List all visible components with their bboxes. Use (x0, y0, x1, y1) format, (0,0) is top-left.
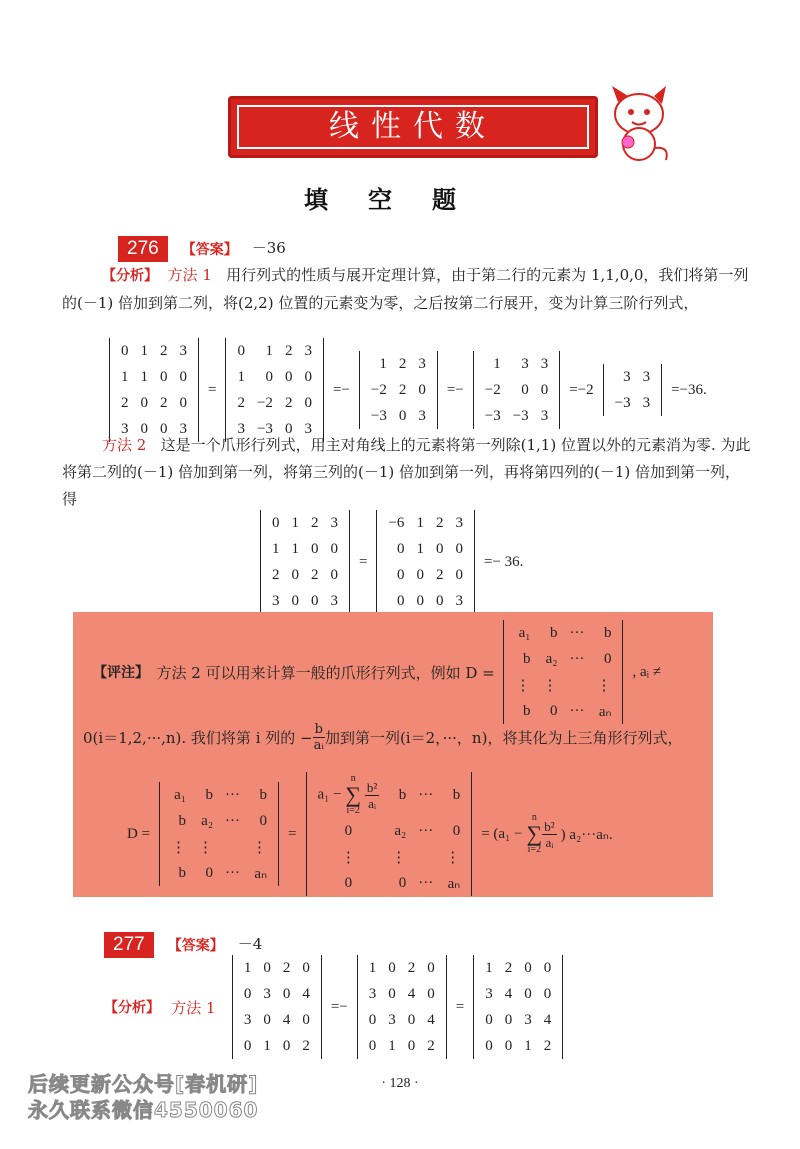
sum-top: n (531, 812, 537, 823)
cell: 0 (398, 874, 407, 891)
matrix-cell: 0 (140, 420, 148, 437)
matrix-cell: ⋮ (252, 839, 268, 856)
matrix-cell: ··· (225, 864, 241, 881)
matrix-cell (563, 672, 590, 698)
matrix-cell: 0 (140, 394, 148, 411)
matrix-cell: −2 (256, 394, 273, 411)
matrix-cell: ··· (225, 812, 241, 829)
matrix-cell: 3 (368, 985, 377, 1002)
matrix-cell: 2 (121, 394, 129, 411)
equation-1 (104, 338, 711, 442)
matrix-cell: 4 (282, 1011, 291, 1028)
cell: ⋮ (391, 849, 407, 866)
method1-label: 方法 1 (171, 998, 216, 1017)
matrix-cell: −3 (614, 394, 631, 411)
matrix-cell: 2 (160, 342, 168, 359)
matrix (220, 338, 328, 442)
matrix-cell: 3 (642, 368, 651, 385)
remark-text-2a: 0(i＝1,2,···,n). 我们将第 i 列的 − (83, 729, 313, 747)
matrix-cell: 1 (291, 514, 299, 531)
matrix-cell: 0 (243, 985, 252, 1002)
equals-sign: =− (330, 998, 348, 1015)
matrix-triangular (301, 772, 478, 896)
question-number: 277 (104, 932, 154, 958)
equation-2 (255, 510, 527, 614)
matrix-cell: 0 (485, 1037, 493, 1054)
matrix-cell: 1 (379, 355, 387, 372)
matrix-cell: 3 (623, 368, 631, 385)
matrix-cell: 0 (259, 812, 268, 829)
matrix-cell: 1 (388, 1037, 396, 1054)
banner-title: 线性代数 (237, 105, 589, 149)
matrix-cell: 0 (416, 566, 424, 583)
cell: b (452, 786, 461, 803)
matrix-cell: 0 (368, 1011, 377, 1028)
watermark-line-2: 永久联系微信4550060 (28, 1098, 259, 1122)
method1-text: 用行列式的性质与展开定理计算，由于第二行的元素为 1,1,0,0，我们将第一列的(－1) 倍加到第二列，将(2,2) 位置的元素变为零，之后按第二行展开，变为计算三阶行列式， (62, 266, 749, 312)
matrix-cell: 3 (455, 592, 463, 609)
frac-numerator: b² (544, 818, 555, 834)
analysis-label: 【分析】 (102, 268, 158, 284)
equals-sign: =−2 (569, 381, 594, 398)
equals-sign: =− (446, 381, 464, 398)
matrix-cell: 1 (265, 342, 273, 359)
matrix (468, 955, 568, 1059)
matrix-cell: −3 (370, 407, 387, 424)
equals-sign: = (455, 998, 465, 1015)
matrix-cell: ··· (569, 650, 585, 667)
matrix-cell: 3 (524, 1011, 532, 1028)
equation-result: =− 36. (483, 553, 524, 570)
matrix-cell: 4 (504, 985, 513, 1002)
equals-sign: = (359, 553, 368, 570)
matrix-cell: 2 (237, 394, 245, 411)
cell: ··· (418, 786, 434, 803)
matrix-cell: 0 (311, 540, 319, 557)
cell: 0 (452, 822, 461, 839)
matrix-cell: 0 (549, 702, 558, 719)
matrix-cell: 3 (272, 592, 280, 609)
matrix (598, 364, 667, 416)
matrix (255, 510, 355, 614)
matrix-cell: 0 (330, 566, 338, 583)
matrix-cell: 0 (330, 540, 338, 557)
matrix-cell: 2 (160, 394, 168, 411)
matrix-cell: 3 (121, 420, 129, 437)
remark-equation (123, 772, 617, 896)
q276-header (118, 235, 286, 262)
matrix-cell: 0 (237, 342, 245, 359)
watermark-line-1: 后续更新公众号[春机研] (28, 1072, 259, 1096)
matrix-cell: 3 (330, 592, 338, 609)
remark-text-1: 方法 2 可以用来计算一般的爪形行列式，例如 D = (156, 663, 495, 682)
equals-sign: = (208, 381, 217, 398)
matrix-cell (219, 834, 246, 860)
q277-header (104, 931, 262, 958)
cell: b (398, 786, 407, 803)
matrix-cell: 1 (416, 540, 424, 557)
matrix-cell: 2 (407, 959, 416, 976)
matrix-cell: 0 (282, 1037, 291, 1054)
mascot-icon (604, 84, 674, 164)
matrix-cell: ··· (225, 786, 241, 803)
method2-paragraph (62, 432, 752, 513)
matrix-cell: 4 (302, 985, 310, 1002)
matrix-cell: 0 (427, 985, 435, 1002)
cell: aₙ (447, 875, 461, 892)
matrix-cell: 3 (521, 355, 529, 372)
matrix-cell: 0 (304, 368, 312, 385)
fraction (365, 780, 379, 811)
matrix-cell: 4 (427, 1011, 435, 1028)
matrix-cell: 0 (263, 959, 271, 976)
matrix-cell: 0 (407, 1037, 416, 1054)
matrix-cell: 2 (398, 355, 407, 372)
matrix-cell: 0 (368, 1037, 377, 1054)
matrix-cell: 0 (243, 1037, 252, 1054)
matrix-cell: 0 (543, 985, 552, 1002)
matrix-cell: 0 (121, 342, 129, 359)
matrix-cell: b (603, 624, 612, 641)
matrix-cell: 0 (179, 368, 187, 385)
matrix-cell: −2 (370, 381, 387, 398)
q277-equation (104, 955, 568, 1059)
matrix-cell: 3 (455, 514, 463, 531)
matrix-cell: 4 (543, 1011, 552, 1028)
matrix-cell: 3 (237, 420, 245, 437)
matrix-cell: ⋮ (171, 839, 187, 856)
matrix-cell: 0 (435, 592, 444, 609)
matrix-cell: ··· (569, 702, 585, 719)
matrix-cell: −6 (388, 514, 405, 531)
remark-label: 【评注】 (93, 665, 149, 681)
matrix-cell: 2 (504, 959, 513, 976)
matrix-cell: ⋮ (596, 677, 612, 694)
matrix-cell: aₙ (254, 865, 268, 882)
matrix-cell: 0 (521, 381, 529, 398)
sum-bottom: i=2 (527, 844, 542, 855)
matrix-cell: 0 (396, 566, 405, 583)
matrix-cell: −3 (256, 420, 273, 437)
matrix-cell: 0 (291, 592, 299, 609)
fraction (313, 722, 325, 753)
cell: ··· (418, 822, 434, 839)
matrix-cell: 0 (205, 864, 214, 881)
matrix (352, 955, 452, 1059)
matrix-cell: 0 (540, 381, 549, 398)
matrix-cell: b (522, 650, 531, 667)
sum-symbol: n ∑ i=2 (345, 773, 362, 816)
question-number: 276 (118, 236, 168, 262)
matrix-cell: 1 (485, 959, 493, 976)
matrix-cell: 1 (272, 540, 280, 557)
answer-label: 【答案】 (167, 937, 224, 954)
frac-denominator: aᵢ (313, 738, 324, 753)
final-close: ) a₂···aₙ. (560, 826, 613, 843)
matrix-cell: 2 (284, 342, 293, 359)
matrix-cell: 0 (284, 420, 293, 437)
matrix-cell: 1 (121, 368, 129, 385)
matrix-cell: 2 (427, 1037, 435, 1054)
matrix-cell: 0 (388, 959, 396, 976)
cell: 0 (344, 822, 353, 839)
matrix-cell: 0 (504, 1037, 513, 1054)
matrix-cell: 0 (302, 1011, 310, 1028)
matrix-cell: 0 (160, 368, 168, 385)
analysis-label: 【分析】 (104, 1000, 160, 1016)
matrix-cell: ··· (569, 624, 585, 641)
matrix-cell: 0 (179, 394, 187, 411)
matrix (498, 620, 628, 724)
matrix-cell: 1 (140, 342, 148, 359)
matrix-cell: a₂ (201, 812, 214, 829)
frac-denominator: aᵢ (368, 795, 376, 811)
remark-line-1 (93, 620, 665, 724)
matrix-cell: 2 (311, 514, 319, 531)
matrix (104, 338, 204, 442)
matrix-cell: 0 (418, 381, 426, 398)
matrix-cell: b (178, 864, 187, 881)
method2-label: 方法 2 (102, 436, 147, 454)
answer-value: －36 (251, 239, 286, 257)
matrix-cell: 0 (304, 394, 312, 411)
matrix (227, 955, 327, 1059)
matrix-cell: −2 (484, 381, 501, 398)
matrix-cell: 3 (330, 514, 338, 531)
matrix-cell: 0 (265, 368, 273, 385)
matrix-cell: 3 (179, 342, 187, 359)
frac-denominator: aᵢ (545, 834, 554, 850)
a1-minus: a₁ − (317, 786, 342, 803)
final-open: = (a₁ − (481, 825, 523, 842)
matrix-cell: 0 (396, 540, 405, 557)
title-banner (228, 96, 598, 158)
cell (412, 844, 439, 870)
matrix-cell: 0 (398, 407, 407, 424)
answer-value: －4 (237, 935, 263, 953)
matrix-cell: 0 (455, 566, 463, 583)
matrix-cell: 0 (311, 592, 319, 609)
matrix-cell: b (522, 702, 531, 719)
matrix-cell: 0 (388, 985, 396, 1002)
matrix-cell: 1 (291, 540, 299, 557)
matrix-cell: 0 (427, 959, 435, 976)
matrix-cell: a₁ (518, 624, 531, 641)
cell: ⋮ (445, 849, 461, 866)
matrix-cell: 0 (302, 959, 310, 976)
matrix-cell: 0 (396, 592, 405, 609)
matrix-cell: 1 (237, 368, 245, 385)
matrix-cell: −3 (484, 407, 501, 424)
matrix-cell: 0 (416, 592, 424, 609)
matrix-cell: 2 (282, 959, 291, 976)
matrix-cell: 0 (435, 540, 444, 557)
d-label: D = (127, 825, 151, 842)
matrix-cell: 1 (263, 1037, 271, 1054)
watermark (28, 1071, 258, 1123)
matrix-cell: 0 (291, 566, 299, 583)
matrix-cell: 3 (179, 420, 187, 437)
matrix-cell: 3 (485, 985, 493, 1002)
page-number: · 128 · (381, 1076, 419, 1091)
matrix-cell: ⋮ (198, 839, 214, 856)
matrix-cell: 2 (398, 381, 407, 398)
matrix-cell: 2 (543, 1037, 552, 1054)
cell: a₂ (394, 822, 407, 839)
answer-label: 【答案】 (181, 241, 238, 258)
remark-text-2b: 加到第一列(i＝2，···，n)，将其化为上三角形行列式， (324, 729, 683, 747)
sum-symbol: n ∑ i=2 (526, 812, 543, 855)
matrix-cell: 1 (524, 1037, 532, 1054)
matrix-cell: b (259, 786, 268, 803)
matrix-cell: 2 (435, 566, 444, 583)
matrix-cell: a₂ (545, 650, 558, 667)
frac-numerator: b² (366, 779, 378, 795)
matrix-cell: aₙ (598, 703, 612, 720)
matrix-cell: 3 (540, 407, 549, 424)
matrix-cell: 1 (416, 514, 424, 531)
equation-result: =−36. (671, 381, 707, 398)
remark-condition: , aᵢ ≠ (632, 663, 662, 680)
equals-sign: = (288, 825, 297, 842)
matrix-cell: 0 (485, 1011, 493, 1028)
matrix-cell: 0 (272, 514, 280, 531)
matrix-cell: 3 (388, 1011, 396, 1028)
matrix (354, 351, 443, 429)
cell: 0 (344, 874, 353, 891)
equals-sign: =− (332, 381, 350, 398)
matrix-cell: 2 (302, 1037, 310, 1054)
matrix-cell: 3 (540, 355, 549, 372)
matrix-cell: −3 (512, 407, 529, 424)
matrix-cell: b (205, 786, 214, 803)
matrix-cell: 3 (304, 420, 312, 437)
matrix-cell: 0 (603, 650, 612, 667)
matrix-cell: 3 (418, 407, 426, 424)
method1-label: 方法 1 (167, 266, 212, 284)
matrix-cell: 3 (243, 1011, 252, 1028)
matrix-cell: 1 (243, 959, 252, 976)
matrix-cell: 3 (642, 394, 651, 411)
sum-bottom: i=2 (346, 805, 360, 816)
section-title: 填空题 (304, 186, 496, 214)
matrix-cell: 2 (272, 566, 280, 583)
matrix-cell: 1 (368, 959, 377, 976)
matrix-cell: 3 (304, 342, 312, 359)
matrix-cell: 0 (543, 959, 552, 976)
remark-box (73, 612, 713, 897)
matrix-cell: 0 (284, 368, 293, 385)
matrix (468, 351, 565, 429)
method2-text: 这是一个爪形行列式，用主对角线上的元素将第一列除(1,1) 位置以外的元素消为零. 为此将第二列的(－1) 倍加到第一列，将第三列的(－1) 倍加到第一列，再将第四列的(－1) 倍加到第一列，得 (62, 436, 751, 508)
matrix-cell: b (549, 624, 558, 641)
matrix-cell: 2 (284, 394, 293, 411)
matrix-cell: 2 (311, 566, 319, 583)
matrix-cell: ⋮ (542, 677, 558, 694)
method1-paragraph (62, 262, 752, 317)
cell: ⋮ (340, 849, 356, 866)
matrix-cell: 3 (263, 985, 271, 1002)
matrix-cell: a₁ (174, 786, 187, 803)
matrix-cell: 0 (455, 540, 463, 557)
matrix-cell: b (178, 812, 187, 829)
matrix-cell: 1 (493, 355, 501, 372)
matrix-cell: 0 (263, 1011, 271, 1028)
remark-line-2 (83, 722, 682, 753)
matrix-cell: 0 (524, 985, 532, 1002)
matrix (371, 510, 479, 614)
sum-top: n (350, 773, 356, 784)
matrix-cell: 1 (140, 368, 148, 385)
matrix-cell: ⋮ (515, 677, 531, 694)
matrix (154, 782, 284, 886)
matrix-cell: 0 (160, 420, 168, 437)
matrix-cell: 0 (407, 1011, 416, 1028)
matrix-cell: 2 (435, 514, 444, 531)
matrix-cell: 3 (418, 355, 426, 372)
matrix-cell: 0 (504, 1011, 513, 1028)
cell: ··· (418, 874, 434, 891)
matrix-cell: 0 (524, 959, 532, 976)
fraction (542, 819, 556, 850)
frac-numerator: b (314, 722, 323, 737)
matrix-cell: 4 (407, 985, 416, 1002)
matrix-cell: 0 (282, 985, 291, 1002)
